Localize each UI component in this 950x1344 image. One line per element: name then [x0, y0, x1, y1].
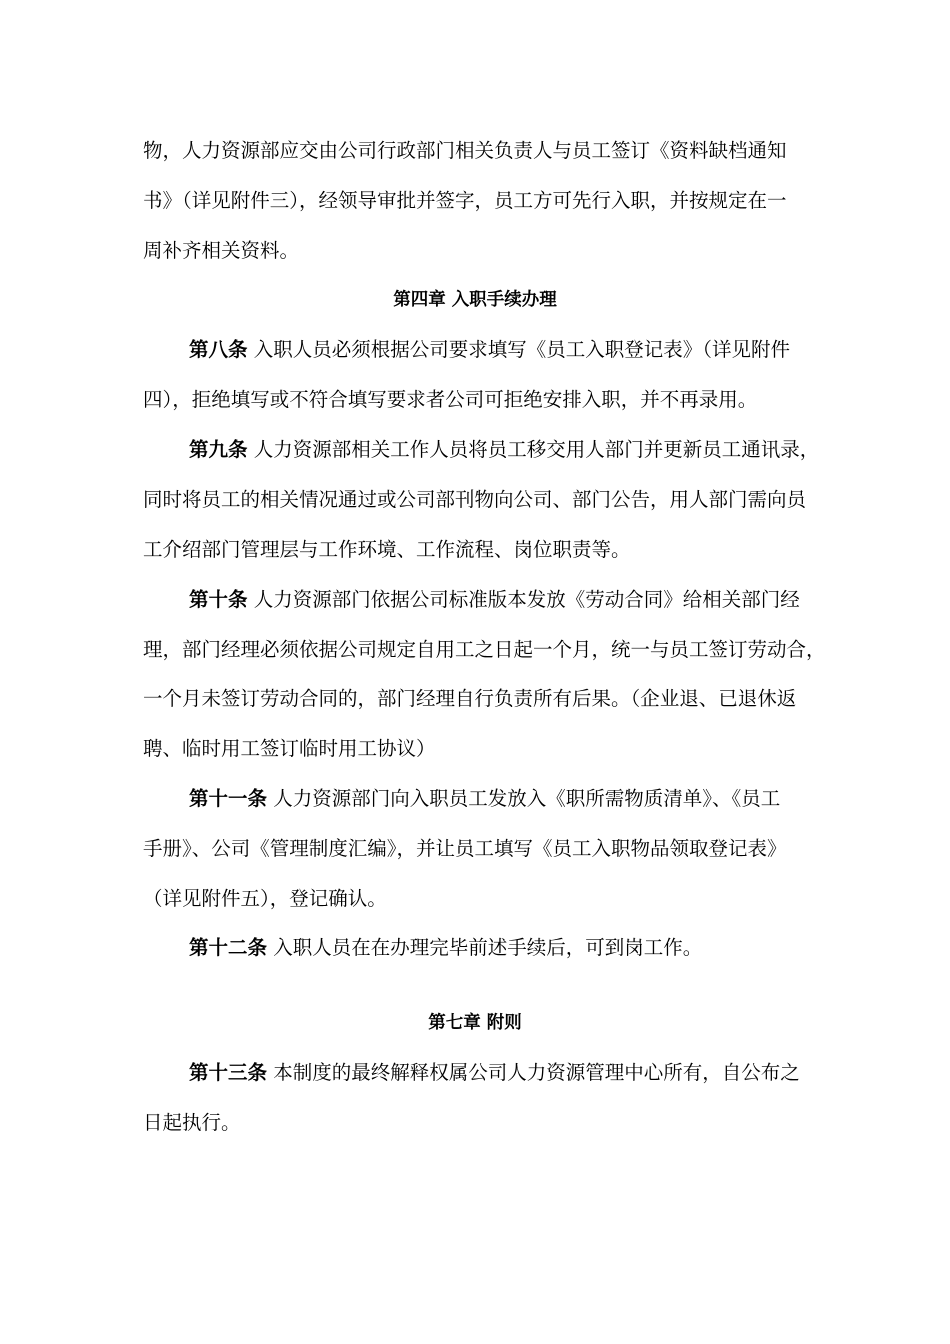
- paragraph-line: 手册》、公司《管理制度汇编》，并让员工填写《员工入职物品领取登记表》: [143, 837, 787, 860]
- article-text: 入职人员必须根据公司要求填写《员工入职登记表》（详见附件: [247, 338, 790, 361]
- article-text: 人力资源部门向入职员工发放入《职所需物质清单》、《员工: [267, 787, 781, 810]
- article-text: 本制度的最终解释权属公司人力资源管理中心所有，自公布之: [267, 1061, 800, 1084]
- paragraph-line: 聘、临时用工签订临时用工协议）: [143, 737, 436, 760]
- article-label: 第十二条: [189, 936, 268, 959]
- article-text: 人力资源部相关工作人员将员工移交用人部门并更新员工通讯录，: [247, 438, 820, 461]
- paragraph-line: 书》（详见附件三），经领导审批并签字，员工方可先行入职，并按规定在一: [143, 189, 787, 212]
- paragraph-line: 工介绍部门管理层与工作环境、工作流程、岗位职责等。: [143, 538, 631, 561]
- article-first-line: [189, 437, 819, 463]
- article-first-line: [189, 935, 702, 961]
- chapter-heading: 第四章 入职手续办理: [393, 290, 557, 310]
- article-first-line: [189, 1060, 800, 1086]
- article-first-line: [189, 786, 780, 812]
- paragraph-line: 日起执行。: [143, 1111, 241, 1134]
- article-label: 第十一条: [189, 787, 268, 810]
- article-label: 第八条: [189, 338, 248, 361]
- paragraph-line: 四），拒绝填写或不符合填写要求者公司可拒绝安排入职，并不再录用。: [143, 388, 758, 411]
- paragraph-line: （详见附件五），登记确认。: [143, 887, 387, 910]
- paragraph-line: 物，人力资源部应交由公司行政部门相关负责人与员工签订《资料缺档通知: [143, 139, 787, 162]
- article-text: 入职人员在在办理完毕前述手续后，可到岗工作。: [267, 936, 703, 959]
- article-first-line: [189, 337, 790, 363]
- paragraph-line: 一个月未签订劳动合同的，部门经理自行负责所有后果。（企业退、已退休返: [143, 687, 797, 710]
- article-label: 第十条: [189, 588, 248, 611]
- paragraph-line: 理，部门经理必须依据公司规定自用工之日起一个月，统一与员工签订劳动合，: [143, 638, 826, 661]
- paragraph-line: 周补齐相关资料。: [143, 239, 300, 262]
- chapter-heading: 第七章 附则: [428, 1013, 522, 1033]
- paragraph-line: 同时将员工的相关情况通过或公司部刊物向公司、部门公告，用人部门需向员: [143, 488, 807, 511]
- article-label: 第九条: [189, 438, 248, 461]
- article-text: 人力资源部门依据公司标准版本发放《劳动合同》给相关部门经: [247, 588, 800, 611]
- article-first-line: [189, 587, 800, 613]
- article-label: 第十三条: [189, 1061, 268, 1084]
